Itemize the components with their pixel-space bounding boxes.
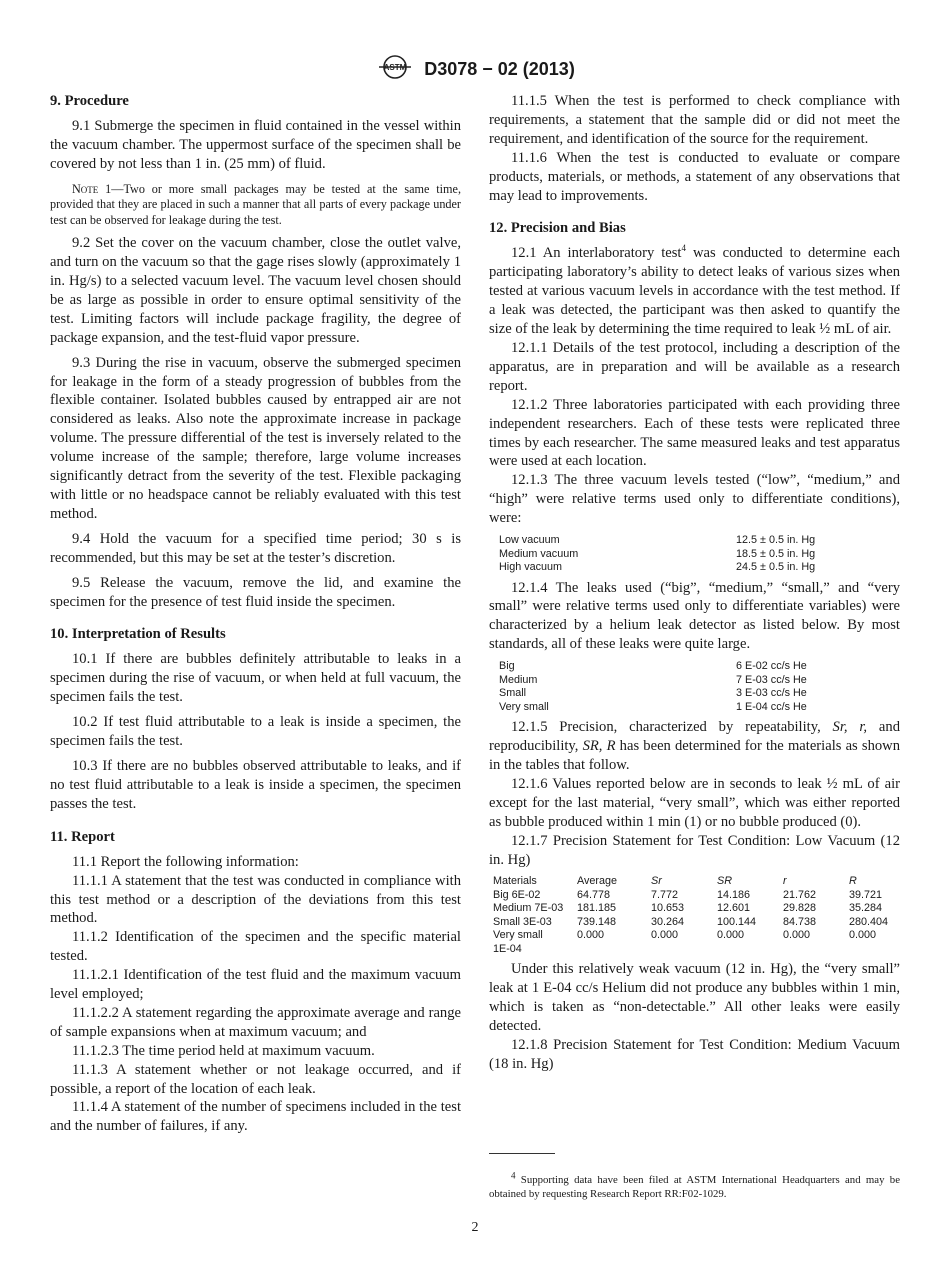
right-column [489, 92, 900, 1074]
table-cell: 6 E-02 cc/s He [736, 660, 807, 673]
text-run: was conducted to determine each participating laboratory’s ability to detect leaks of various sizes when tested at various vacuum levels in accordance with the test method. If a leak was detected, the participant was then asked to quantify the size of the leak by determining the time required to leak ½ mL of air. [489, 245, 900, 338]
table-cell: 39.721 [849, 888, 883, 901]
table-row [499, 660, 807, 674]
table-cell [783, 943, 849, 957]
paragraph [489, 244, 900, 339]
table-cell: 14.186 [717, 888, 751, 901]
footnote-marker: 4 [511, 1170, 516, 1181]
paragraph: 12.1.1 Details of the test protocol, including a description of the apparatus, are in preparation and will be available as a research report. [489, 339, 900, 394]
footnote-divider [489, 1153, 555, 1154]
table-body [499, 534, 815, 575]
table-cell: 10.653 [651, 902, 685, 915]
column-header: Average [577, 875, 618, 888]
table-row [493, 902, 892, 916]
table-cell: High vacuum [499, 561, 563, 574]
footnote-text: Supporting data have been filed at ASTM International Headquarters and may be obtained by requesting Research Report RR:F02-1029. [489, 1173, 900, 1200]
note-text: —Two or more small packages may be tested at the same time, provided that they are placed in such a manner that all parts of every package under test can be observed for leakage during the test. [50, 181, 461, 227]
paragraph: 9.3 During the rise in vacuum, observe the submerged specimen for leakage in the form of a steady progression of bubbles from the flexible container. Isolated bubbles caused by entrapped air are not considered as leaks. Also note the approximate increase in package volume. The pressure differential of the test is inversely related to the volume increase of the sample; therefore, large volume increases significantly detract from the severity of the test. Flexible packaging with little or no headspace cannot be reliably evaluated with this test method. [50, 354, 461, 522]
table-cell: Medium vacuum [499, 547, 579, 560]
table-cell [651, 943, 717, 957]
paragraph: 11.1.2 Identification of the specimen and the specific material tested. [50, 929, 461, 965]
footnote-ref[interactable]: 4 [681, 243, 686, 254]
table-cell: Very small [493, 929, 543, 942]
paragraph: 12.1.4 The leaks used (“big”, “medium,” “small,” and “very small” were relative terms used only to differentiate variables) were characterized by a helium leak detector as listed below. By most standards, all of these leaks were quite large. [489, 579, 900, 653]
paragraph: Under this relatively weak vacuum (12 in. Hg), the “very small” leak at 1 E-04 cc/s Helium did not produce any bubbles within 1 min, which is taken as “non-detectable.” All other leaks were easily detected. [489, 961, 900, 1035]
table-row [493, 916, 892, 930]
table-cell: 739.148 [577, 915, 617, 928]
text-run: 12.1.5 Precision, characterized by repeatability, [511, 719, 833, 736]
section-heading: 11. Report [50, 828, 115, 845]
paragraph: 11.1.2.3 The time period held at maximum vacuum. [72, 1042, 375, 1059]
table-cell: 64.778 [577, 888, 611, 901]
paragraph [489, 718, 900, 775]
column-header: Materials [493, 875, 537, 888]
column-header: Sr [651, 875, 662, 888]
table-cell: 0.000 [651, 929, 679, 942]
svg-text:ASTM: ASTM [383, 63, 407, 72]
table-row [499, 548, 815, 562]
table-cell: 35.284 [849, 902, 883, 915]
table-cell: Very small [499, 700, 549, 713]
document-designation: D3078 − 02 (2013) [424, 59, 575, 79]
paragraph: 11.1.2.2 A statement regarding the approximate average and range of sample expansions when at maximum vacuum; and [50, 1004, 461, 1040]
paragraph: 11.1.2.1 Identification of the test fluid and the maximum vacuum level employed; [50, 967, 461, 1003]
paragraph: 12.1.2 Three laboratories participated with each providing three independent researchers. Each of these tests were replicated three times by each researcher. The same measured leaks and test apparatus were used at each location. [489, 396, 900, 470]
table-cell: 100.144 [717, 915, 757, 928]
page-number: 2 [471, 1220, 479, 1235]
table-cell: 181.185 [577, 902, 617, 915]
paragraph: 10.1 If there are bubbles definitely attributable to leaks in a specimen during the rise of vacuum, or when held at full vacuum, the specimen fails the test. [50, 651, 461, 706]
table-cell: Medium [499, 673, 538, 686]
paragraph: 11.1.6 When the test is conducted to evaluate or compare products, materials, or methods, a statement of any observations that may lead to improvements. [489, 149, 900, 204]
text-run: 12.1 An interlaboratory test [511, 245, 682, 262]
table-cell: 0.000 [577, 929, 605, 942]
table-row [493, 889, 892, 903]
column-header: r [783, 875, 787, 888]
table-row [499, 534, 815, 548]
table-header-row [493, 875, 892, 889]
table-cell: 12.5 ± 0.5 in. Hg [736, 534, 816, 547]
table-cell: 3 E-03 cc/s He [736, 687, 807, 700]
footnote [489, 1170, 900, 1201]
table-cell: Small 3E-03 [493, 915, 552, 928]
table-row [499, 561, 815, 575]
paragraph: 12.1.8 Precision Statement for Test Condition: Medium Vacuum (18 in. Hg) [489, 1037, 900, 1072]
note [50, 182, 461, 229]
text-run-italic: SR, R [582, 738, 616, 755]
paragraph: 9.4 Hold the vacuum for a specified time period; 30 s is recommended, but this may be set at the tester’s discretion. [50, 530, 461, 566]
table-head [493, 875, 892, 889]
paragraph: 9.2 Set the cover on the vacuum chamber, close the outlet valve, and turn on the vacuum so that the gage rises slowly (approximately 1 in. Hg/s) to a selected vacuum level. The vacuum level chosen should be as large as possible in order to ensure optimal sensitivity of the test. Limiting factors will include package fragility, the degree of package expansion, and the test-fluid vapor pressure. [50, 235, 461, 346]
table-cell: 1E-04 [493, 942, 522, 955]
table-cell: Big 6E-02 [493, 888, 541, 901]
text-run: has been determined for the materials as shown in the tables that follow. [489, 738, 900, 773]
table-cell: 7.772 [651, 888, 679, 901]
paragraph: 11.1.5 When the test is performed to check compliance with requirements, a statement that the sample did or did not meet the requirement, and identification of the source for the requirement. [489, 93, 900, 147]
column-header: SR [717, 875, 732, 888]
paragraph: 10.3 If there are no bubbles observed attributable to leaks, and if no test fluid attributable to a leak is inside a specimen, the specimen passes the test. [50, 757, 461, 812]
table-row [493, 929, 892, 943]
table-body [499, 660, 807, 714]
table-cell: 18.5 ± 0.5 in. Hg [736, 547, 816, 560]
precision-table-low-vacuum [493, 875, 892, 956]
table-cell: Big [499, 660, 515, 673]
table-cell: 21.762 [783, 888, 817, 901]
paragraph: 12.1.6 Values reported below are in seconds to leak ½ mL of air except for the last material, “very small”, which was either reported as bubble produced within 1 min (1) or no bubble produced (0). [489, 775, 900, 830]
table-cell: 12.601 [717, 902, 751, 915]
table-cell: 0.000 [783, 929, 811, 942]
table-row [499, 687, 807, 701]
paragraph: 11.1.4 A statement of the number of specimens included in the test and the number of failures, if any. [50, 1099, 461, 1135]
section-heading: 12. Precision and Bias [489, 220, 626, 237]
vacuum-levels-table [499, 534, 815, 575]
table-cell: 29.828 [783, 902, 817, 915]
page-header [0, 54, 950, 85]
table-body [493, 889, 892, 957]
table-cell: 84.738 [783, 915, 817, 928]
table-cell: 280.404 [849, 915, 889, 928]
table-row [499, 701, 807, 715]
paragraph: 12.1.7 Precision Statement for Test Condition: Low Vacuum (12 in. Hg) [489, 832, 900, 868]
table-cell: Small [499, 687, 526, 700]
paragraph: 9.1 Submerge the specimen in fluid contained in the vessel within the vacuum chamber. The uppermost surface of the specimen shall be covered by not less than 1 in. (25 mm) of fluid. [50, 118, 461, 172]
table-row [493, 943, 892, 957]
text-run: and reproducibility, [489, 719, 900, 755]
text-run-italic: Sr, r, [832, 719, 868, 736]
table-cell: Low vacuum [499, 534, 560, 547]
paragraph: 9.5 Release the vacuum, remove the lid, and examine the specimen for the presence of test fluid inside the specimen. [50, 574, 461, 610]
table-cell [717, 943, 783, 957]
table-cell: 7 E-03 cc/s He [736, 673, 807, 686]
note-label: Note 1 [72, 181, 112, 196]
paragraph: 11.1.3 A statement whether or not leakage occurred, and if possible, a report of the location of each leak. [50, 1061, 461, 1097]
table-cell: 0.000 [849, 929, 877, 942]
leaks-table [499, 660, 807, 714]
section-heading: 9. Procedure [50, 93, 129, 109]
section-heading: 10. Interpretation of Results [50, 626, 226, 643]
table-cell: 24.5 ± 0.5 in. Hg [736, 561, 816, 574]
left-column [50, 92, 461, 1136]
table-cell: 0.000 [717, 929, 745, 942]
astm-logo-icon [375, 54, 415, 85]
paragraph: 11.1 Report the following information: [72, 853, 299, 870]
table-cell [849, 943, 892, 957]
column-header: R [849, 875, 857, 888]
table-cell: 30.264 [651, 915, 685, 928]
table-row [499, 674, 807, 688]
table-cell: 1 E-04 cc/s He [736, 700, 807, 713]
paragraph: 11.1.1 A statement that the test was conducted in compliance with this test method or a description of the deviations from this test method. [50, 872, 461, 927]
paragraph: 10.2 If test fluid attributable to a leak is inside a specimen, the specimen fails the test. [50, 714, 461, 750]
paragraph: 12.1.3 The three vacuum levels tested (“low”, “medium,” and “high” were relative terms used only to differentiate conditions), were: [489, 472, 900, 527]
table-cell [577, 943, 651, 957]
table-cell: Medium 7E-03 [493, 902, 564, 915]
